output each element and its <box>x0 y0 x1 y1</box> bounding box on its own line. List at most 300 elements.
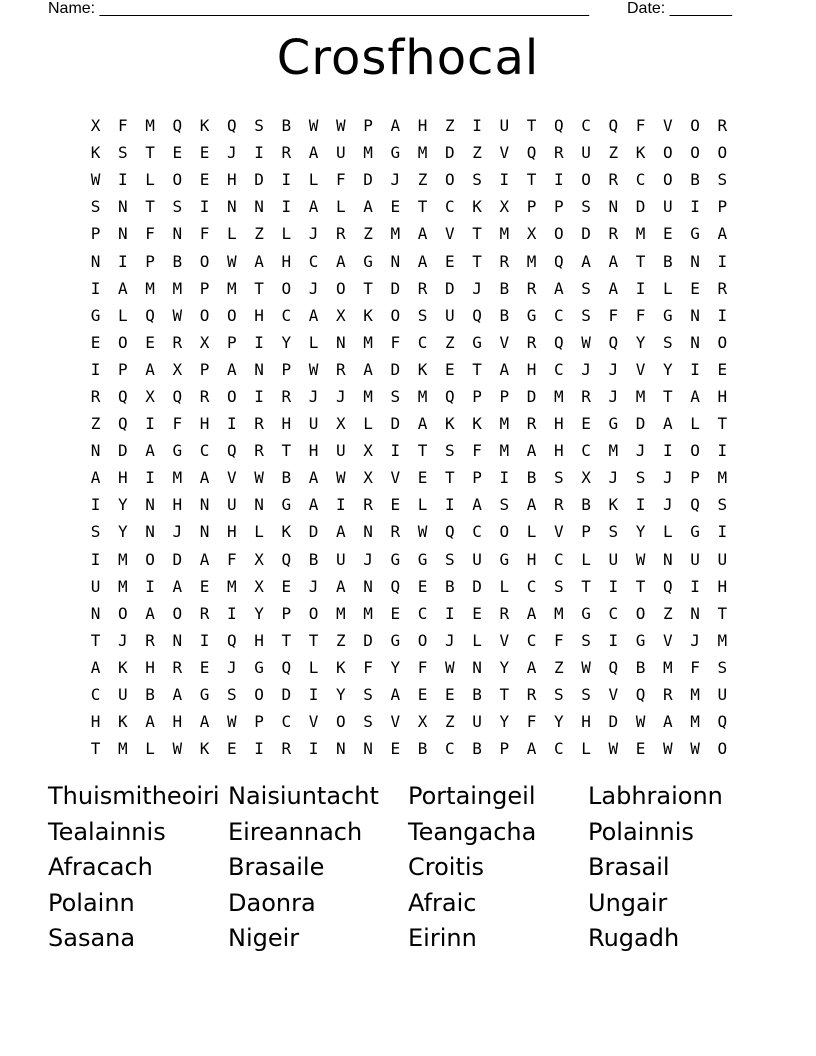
grid-letter: G <box>472 332 482 352</box>
grid-letter: D <box>172 549 183 569</box>
word-bank-item: Thuismitheoiri <box>48 782 220 810</box>
grid-letter: C <box>554 739 564 759</box>
grid-letter: Q <box>281 549 292 569</box>
grid-letter: A <box>308 495 319 515</box>
word-bank-item: Labhraionn <box>588 782 723 810</box>
grid-letter: T <box>472 359 482 379</box>
grid-letter: F <box>690 657 700 677</box>
grid-letter: O <box>336 712 346 732</box>
grid-letter: M <box>663 657 673 677</box>
grid-letter: C <box>581 441 591 461</box>
grid-letter: P <box>227 332 237 352</box>
grid-letter: N <box>254 359 264 379</box>
grid-letter: X <box>336 305 346 325</box>
grid-letter: R <box>172 332 183 352</box>
grid-letter: T <box>308 630 319 650</box>
grid-letter: V <box>390 468 401 488</box>
grid-letter: O <box>445 170 455 190</box>
word-bank-item: Ungair <box>588 888 668 917</box>
grid-letter: H <box>308 441 319 461</box>
grid-letter: X <box>417 712 428 732</box>
word-bank-item: Croitis <box>408 853 485 881</box>
grid-letter: H <box>554 414 564 434</box>
grid-letter: C <box>581 116 591 136</box>
grid-letter: R <box>363 495 373 515</box>
grid-letter: K <box>199 116 210 136</box>
grid-letter: Q <box>717 712 728 732</box>
grid-letter: I <box>717 251 728 271</box>
grid-letter: O <box>717 332 728 352</box>
grid-letter: E <box>390 603 401 623</box>
grid-letter: L <box>308 657 319 677</box>
grid-letter: P <box>199 278 210 298</box>
grid-letter: B <box>526 468 537 488</box>
grid-letter: M <box>635 386 646 406</box>
grid-letter: N <box>199 522 210 542</box>
grid-letter: I <box>227 414 237 434</box>
grid-letter: J <box>227 143 237 163</box>
grid-letter: K <box>363 305 373 325</box>
grid-letter: S <box>717 657 728 677</box>
grid-letter: A <box>308 468 319 488</box>
grid-letter: A <box>390 116 401 136</box>
grid-letter: T <box>445 468 455 488</box>
grid-letter: V <box>227 468 237 488</box>
grid-letter: N <box>254 495 264 515</box>
grid-letter: Y <box>118 495 128 515</box>
grid-letter: A <box>227 359 237 379</box>
grid-letter: L <box>336 197 346 217</box>
grid-letter: X <box>254 549 264 569</box>
grid-letter: Z <box>363 224 373 244</box>
grid-letter: E <box>390 495 401 515</box>
grid-letter: F <box>199 224 210 244</box>
grid-letter: U <box>581 143 591 163</box>
grid-letter: I <box>199 197 210 217</box>
grid-letter: U <box>90 576 101 596</box>
grid-letter: J <box>227 657 237 677</box>
grid-letter: M <box>118 739 128 759</box>
grid-letter: T <box>581 576 591 596</box>
grid-letter: J <box>118 630 128 650</box>
grid-letter: O <box>663 170 673 190</box>
grid-letter: N <box>336 332 346 352</box>
grid-letter: V <box>499 332 510 352</box>
grid-letter: U <box>445 305 455 325</box>
grid-letter: E <box>90 332 101 352</box>
grid-letter: M <box>363 603 373 623</box>
grid-letter: I <box>499 468 510 488</box>
grid-letter: O <box>172 170 183 190</box>
grid-letter: H <box>554 441 564 461</box>
grid-letter: Z <box>663 603 673 623</box>
grid-letter: G <box>390 143 401 163</box>
grid-letter: Y <box>499 657 510 677</box>
grid-letter: G <box>663 305 673 325</box>
grid-letter: C <box>417 603 428 623</box>
grid-letter: L <box>308 332 319 352</box>
grid-letter: G <box>199 685 210 705</box>
grid-letter: S <box>663 332 673 352</box>
grid-letter: N <box>472 657 482 677</box>
grid-letter: Y <box>499 712 510 732</box>
grid-letter: B <box>417 739 428 759</box>
grid-row <box>82 600 736 627</box>
grid-letter: K <box>118 657 128 677</box>
grid-letter: S <box>581 278 591 298</box>
grid-row <box>82 410 736 437</box>
grid-letter: T <box>472 251 482 271</box>
grid-letter: S <box>390 386 401 406</box>
grid-letter: A <box>526 657 537 677</box>
grid-letter: I <box>635 495 646 515</box>
grid-letter: E <box>690 278 700 298</box>
grid-letter: W <box>308 116 319 136</box>
word-bank-item: Naisiuntacht <box>228 782 379 810</box>
grid-letter: R <box>554 143 564 163</box>
grid-letter: N <box>172 630 183 650</box>
grid-letter: T <box>717 414 728 434</box>
grid-letter: O <box>281 278 292 298</box>
grid-letter: A <box>199 549 210 569</box>
grid-letter: B <box>308 549 319 569</box>
grid-letter: J <box>172 522 183 542</box>
grid-letter: S <box>635 468 646 488</box>
grid-letter: N <box>690 305 700 325</box>
grid-letter: N <box>145 495 155 515</box>
grid-letter: C <box>554 549 564 569</box>
grid-letter: U <box>690 549 700 569</box>
grid-letter: A <box>608 278 619 298</box>
grid-letter: X <box>581 468 591 488</box>
grid-letter: V <box>499 143 510 163</box>
grid-letter: M <box>336 603 346 623</box>
grid-letter: Z <box>445 116 455 136</box>
grid-letter: R <box>608 224 619 244</box>
grid-letter: S <box>554 685 564 705</box>
grid-letter: J <box>663 495 673 515</box>
grid-letter: L <box>145 739 155 759</box>
grid-letter: F <box>554 630 564 650</box>
grid-letter: W <box>254 468 264 488</box>
grid-letter: Q <box>635 685 646 705</box>
grid-letter: J <box>608 468 619 488</box>
grid-letter: T <box>90 739 101 759</box>
grid-letter: G <box>690 522 700 542</box>
grid-letter: D <box>581 224 591 244</box>
grid-letter: E <box>199 143 210 163</box>
grid-letter: J <box>336 386 346 406</box>
grid-letter: W <box>417 522 428 542</box>
grid-letter: M <box>363 332 373 352</box>
grid-letter: U <box>472 712 482 732</box>
grid-letter: R <box>281 143 292 163</box>
grid-letter: H <box>90 712 101 732</box>
grid-letter: B <box>581 495 591 515</box>
grid-letter: T <box>363 278 373 298</box>
grid-letter: E <box>581 414 591 434</box>
grid-letter: V <box>390 712 401 732</box>
grid-letter: M <box>363 386 373 406</box>
grid-letter: W <box>608 739 619 759</box>
grid-row <box>82 275 736 302</box>
grid-letter: R <box>145 630 155 650</box>
grid-letter: I <box>90 495 101 515</box>
grid-letter: C <box>281 305 292 325</box>
grid-letter: S <box>118 143 128 163</box>
grid-letter: D <box>390 278 401 298</box>
grid-row <box>82 139 736 166</box>
grid-letter: I <box>254 739 264 759</box>
grid-letter: I <box>145 468 155 488</box>
grid-letter: E <box>417 576 428 596</box>
grid-letter: E <box>390 197 401 217</box>
grid-letter: H <box>118 468 128 488</box>
grid-letter: U <box>472 549 482 569</box>
grid-letter: G <box>581 603 591 623</box>
grid-letter: L <box>308 170 319 190</box>
grid-letter: N <box>199 495 210 515</box>
grid-letter: Q <box>145 305 155 325</box>
grid-letter: R <box>199 603 210 623</box>
grid-letter: F <box>336 170 346 190</box>
grid-letter: S <box>254 116 264 136</box>
grid-letter: A <box>363 197 373 217</box>
grid-row <box>82 383 736 410</box>
grid-letter: L <box>363 414 373 434</box>
grid-letter: R <box>499 603 510 623</box>
grid-letter: E <box>199 657 210 677</box>
grid-letter: R <box>554 495 564 515</box>
grid-letter: D <box>445 143 455 163</box>
grid-letter: C <box>554 359 564 379</box>
grid-letter: I <box>281 170 292 190</box>
grid-letter: M <box>172 468 183 488</box>
grid-letter: M <box>417 143 428 163</box>
grid-letter: I <box>281 197 292 217</box>
grid-letter: Q <box>118 414 128 434</box>
grid-letter: J <box>635 441 646 461</box>
grid-letter: B <box>499 305 510 325</box>
grid-letter: M <box>554 603 564 623</box>
grid-letter: V <box>663 116 673 136</box>
grid-letter: A <box>145 359 155 379</box>
grid-letter: K <box>417 359 428 379</box>
grid-letter: R <box>199 386 210 406</box>
grid-letter: D <box>526 386 537 406</box>
grid-letter: N <box>145 522 155 542</box>
grid-letter: K <box>472 197 482 217</box>
grid-letter: Q <box>554 116 564 136</box>
grid-letter: U <box>608 549 619 569</box>
grid-letter: X <box>90 116 101 136</box>
grid-letter: G <box>526 305 537 325</box>
grid-letter: U <box>717 549 728 569</box>
grid-letter: I <box>717 522 728 542</box>
grid-letter: Q <box>118 386 128 406</box>
grid-letter: P <box>118 359 128 379</box>
grid-letter: K <box>199 739 210 759</box>
grid-letter: K <box>90 143 101 163</box>
grid-letter: D <box>281 685 292 705</box>
grid-letter: T <box>635 251 646 271</box>
grid-letter: O <box>717 143 728 163</box>
grid-letter: X <box>172 359 183 379</box>
grid-letter: C <box>635 170 646 190</box>
grid-letter: I <box>254 386 264 406</box>
grid-letter: A <box>308 197 319 217</box>
grid-letter: P <box>363 116 373 136</box>
grid-row <box>82 627 736 654</box>
grid-letter: Q <box>227 441 237 461</box>
grid-letter: G <box>363 251 373 271</box>
grid-letter: X <box>363 441 373 461</box>
grid-letter: N <box>690 332 700 352</box>
grid-letter: C <box>608 603 619 623</box>
grid-letter: H <box>281 414 292 434</box>
grid-letter: H <box>254 630 264 650</box>
grid-letter: I <box>254 332 264 352</box>
grid-letter: Q <box>608 657 619 677</box>
grid-letter: M <box>499 441 510 461</box>
grid-letter: C <box>445 739 455 759</box>
grid-letter: M <box>390 224 401 244</box>
grid-letter: U <box>336 549 346 569</box>
grid-letter: T <box>717 603 728 623</box>
grid-letter: I <box>145 414 155 434</box>
grid-letter: Q <box>445 522 455 542</box>
grid-letter: E <box>227 739 237 759</box>
grid-letter: O <box>254 685 264 705</box>
grid-letter: T <box>145 143 155 163</box>
grid-letter: W <box>581 332 591 352</box>
grid-row <box>82 518 736 545</box>
grid-letter: T <box>663 386 673 406</box>
grid-letter: H <box>227 522 237 542</box>
grid-letter: F <box>472 441 482 461</box>
grid-letter: I <box>690 576 700 596</box>
grid-letter: L <box>118 305 128 325</box>
grid-letter: P <box>281 603 292 623</box>
grid-letter: G <box>390 549 401 569</box>
grid-letter: A <box>390 685 401 705</box>
grid-letter: S <box>554 576 564 596</box>
grid-letter: E <box>172 143 183 163</box>
grid-letter: I <box>90 549 101 569</box>
grid-letter: S <box>581 197 591 217</box>
grid-letter: J <box>390 170 401 190</box>
grid-letter: R <box>254 441 264 461</box>
grid-letter: P <box>90 224 101 244</box>
grid-letter: L <box>145 170 155 190</box>
grid-letter: M <box>145 278 155 298</box>
grid-letter: I <box>308 739 319 759</box>
grid-letter: L <box>281 224 292 244</box>
grid-letter: N <box>118 224 128 244</box>
grid-row <box>82 491 736 518</box>
grid-letter: J <box>581 359 591 379</box>
grid-letter: T <box>145 197 155 217</box>
grid-letter: H <box>281 251 292 271</box>
grid-letter: O <box>145 549 155 569</box>
grid-letter: D <box>635 414 646 434</box>
grid-letter: H <box>172 495 183 515</box>
grid-letter: I <box>118 170 128 190</box>
grid-letter: M <box>526 251 537 271</box>
grid-letter: V <box>554 522 564 542</box>
grid-letter: R <box>336 359 346 379</box>
grid-row <box>82 329 736 356</box>
grid-letter: I <box>390 441 401 461</box>
grid-letter: D <box>118 441 128 461</box>
grid-letter: Y <box>635 332 646 352</box>
grid-letter: F <box>118 116 128 136</box>
grid-letter: A <box>554 278 564 298</box>
grid-letter: F <box>145 224 155 244</box>
grid-letter: D <box>254 170 264 190</box>
grid-letter: H <box>172 712 183 732</box>
grid-letter: C <box>472 522 482 542</box>
grid-letter: W <box>581 657 591 677</box>
grid-letter: M <box>608 441 619 461</box>
grid-letter: Q <box>172 386 183 406</box>
grid-letter: Q <box>390 576 401 596</box>
grid-letter: Q <box>445 386 455 406</box>
grid-letter: M <box>690 712 700 732</box>
grid-letter: Q <box>227 630 237 650</box>
grid-letter: U <box>118 685 128 705</box>
grid-letter: H <box>417 116 428 136</box>
grid-letter: X <box>499 197 510 217</box>
grid-letter: E <box>199 576 210 596</box>
grid-letter: A <box>145 603 155 623</box>
grid-letter: E <box>199 170 210 190</box>
header <box>0 0 816 24</box>
grid-letter: E <box>445 251 455 271</box>
grid-letter: P <box>717 197 728 217</box>
grid-letter: S <box>717 495 728 515</box>
grid-letter: N <box>172 224 183 244</box>
grid-letter: A <box>308 143 319 163</box>
grid-letter: F <box>608 305 619 325</box>
grid-letter: M <box>690 685 700 705</box>
grid-letter: B <box>663 251 673 271</box>
grid-letter: A <box>118 278 128 298</box>
grid-letter: T <box>526 116 537 136</box>
grid-letter: F <box>227 549 237 569</box>
grid-letter: S <box>445 441 455 461</box>
grid-row <box>82 573 736 600</box>
grid-letter: A <box>336 576 346 596</box>
grid-letter: P <box>254 712 264 732</box>
grid-letter: M <box>118 576 128 596</box>
grid-letter: Z <box>445 332 455 352</box>
grid-letter: W <box>90 170 101 190</box>
grid-letter: I <box>145 576 155 596</box>
grid-letter: I <box>717 305 728 325</box>
grid-letter: O <box>554 224 564 244</box>
grid-letter: K <box>281 522 292 542</box>
grid-letter: F <box>526 712 537 732</box>
grid-row <box>82 302 736 329</box>
grid-letter: K <box>336 657 346 677</box>
grid-letter: A <box>526 441 537 461</box>
grid-letter: S <box>363 685 373 705</box>
grid-letter: P <box>472 468 482 488</box>
grid-letter: O <box>199 305 210 325</box>
grid-row <box>82 437 736 464</box>
grid-letter: N <box>690 251 700 271</box>
